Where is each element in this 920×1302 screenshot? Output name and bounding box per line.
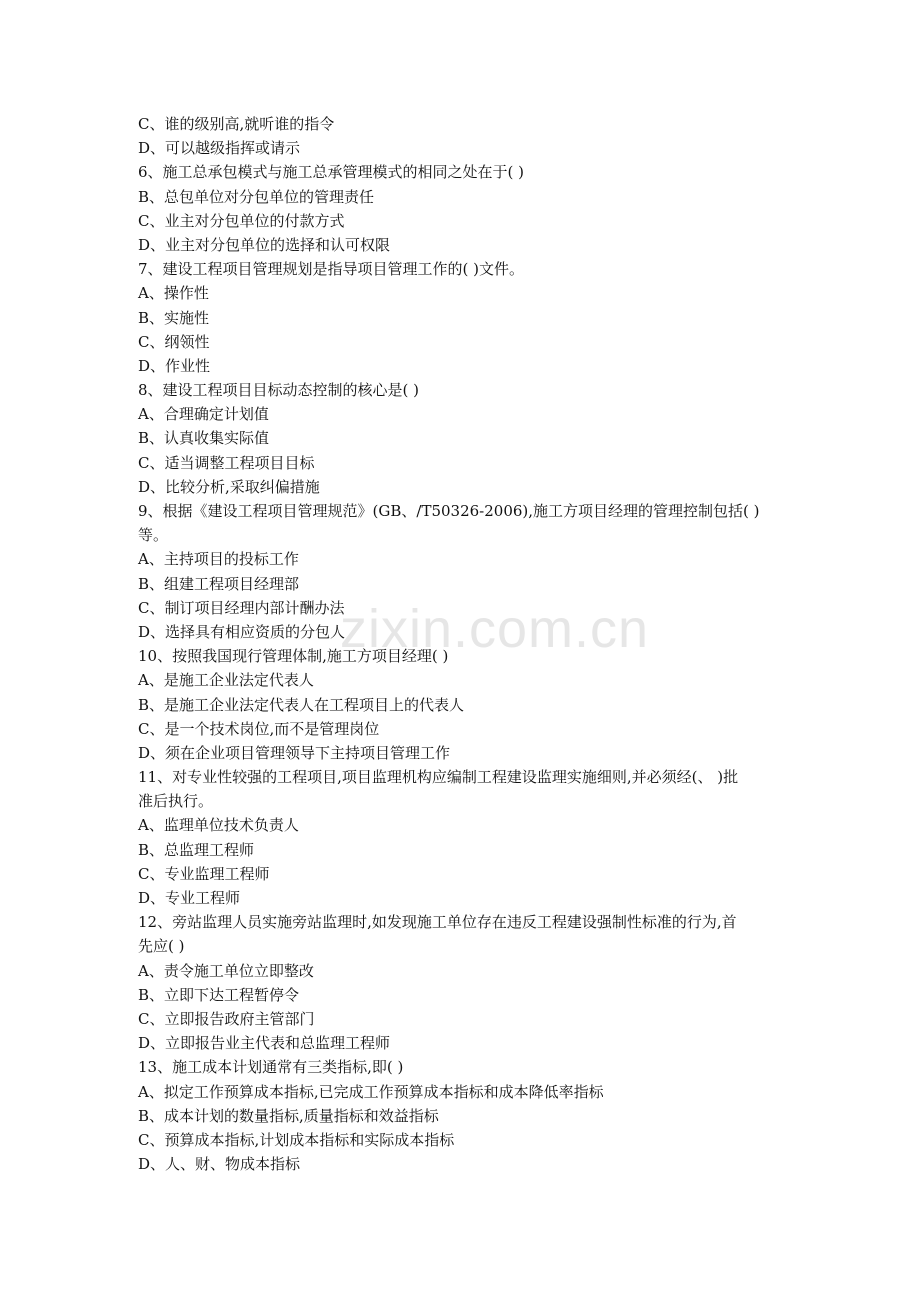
- text-line: B、总监理工程师: [138, 840, 255, 859]
- text-line: 准后执行。: [138, 792, 214, 811]
- text-line: A、主持项目的投标工作: [138, 550, 299, 569]
- text-line: 8、建设工程项目目标动态控制的核心是( ): [138, 381, 420, 400]
- text-line: 6、施工总承包模式与施工总承管理模式的相同之处在于( ): [138, 163, 525, 182]
- text-line: A、责令施工单位立即整改: [138, 961, 314, 980]
- text-line: C、立即报告政府主管部门: [138, 1009, 315, 1028]
- text-line: C、纲领性: [138, 332, 210, 351]
- text-line: C、是一个技术岗位,而不是管理岗位: [138, 719, 380, 738]
- text-line: 等。: [138, 526, 169, 545]
- text-line: A、合理确定计划值: [138, 405, 269, 424]
- text-line: B、总包单位对分包单位的管理责任: [138, 187, 375, 206]
- text-line: D、业主对分包单位的选择和认可权限: [138, 235, 391, 254]
- text-line: 7、建设工程项目管理规划是指导项目管理工作的( )文件。: [138, 260, 525, 279]
- text-line: C、谁的级别高,就听谁的指令: [138, 115, 335, 133]
- text-line: D、专业工程师: [138, 889, 241, 907]
- text-line: B、是施工企业法定代表人在工程项目上的代表人: [138, 695, 465, 714]
- text-line: D、立即报告业主代表和总监理工程师: [138, 1034, 391, 1053]
- text-line: A、操作性: [138, 284, 209, 303]
- text-line: 9、根据《建设工程项目管理规范》(GB、/T50326-2006),施工方项目经理的管理控制包括( ): [138, 502, 760, 520]
- text-line: D、须在企业项目管理领导下主持项目管理工作: [138, 743, 451, 762]
- text-line: D、选择具有相应资质的分包人: [138, 622, 346, 641]
- text-line: D、作业性: [138, 356, 211, 375]
- text-line: A、是施工企业法定代表人: [138, 671, 314, 690]
- text-line: 先应( ): [138, 937, 185, 956]
- text-line: C、专业监理工程师: [138, 864, 270, 883]
- text-line: 11、对专业性较强的工程项目,项目监理机构应编制工程建设监理实施细则,并必须经(、 )批: [138, 768, 739, 787]
- text-line: 12、旁站监理人员实施旁站监理时,如发现施工单位存在违反工程建设强制性标准的行为,首: [138, 913, 737, 932]
- text-line: C、适当调整工程项目目标: [138, 453, 315, 472]
- text-line: C、业主对分包单位的付款方式: [138, 211, 345, 230]
- watermark: zixin.com.cn: [340, 599, 650, 659]
- text-line: D、可以越级指挥或请示: [138, 139, 301, 158]
- text-line: A、监理单位技术负责人: [138, 816, 299, 835]
- text-line: D、比较分析,采取纠偏措施: [138, 477, 320, 496]
- text-line: C、制订项目经理内部计酬办法: [138, 598, 345, 617]
- text-line: 10、按照我国现行管理体制,施工方项目经理( ): [138, 647, 449, 666]
- text-line: B、成本计划的数量指标,质量指标和效益指标: [138, 1106, 439, 1125]
- text-line: B、立即下达工程暂停令: [138, 985, 300, 1004]
- text-line: B、认真收集实际值: [138, 429, 270, 448]
- text-line: C、预算成本指标,计划成本指标和实际成本指标: [138, 1130, 455, 1149]
- text-line: A、拟定工作预算成本指标,已完成工作预算成本指标和成本降低率指标: [138, 1082, 604, 1101]
- text-line: D、人、财、物成本指标: [138, 1155, 301, 1174]
- text-line: 13、施工成本计划通常有三类指标,即( ): [138, 1058, 404, 1077]
- text-line: B、组建工程项目经理部: [138, 574, 300, 593]
- document-page: [138, 112, 798, 1176]
- text-line: B、实施性: [138, 308, 210, 327]
